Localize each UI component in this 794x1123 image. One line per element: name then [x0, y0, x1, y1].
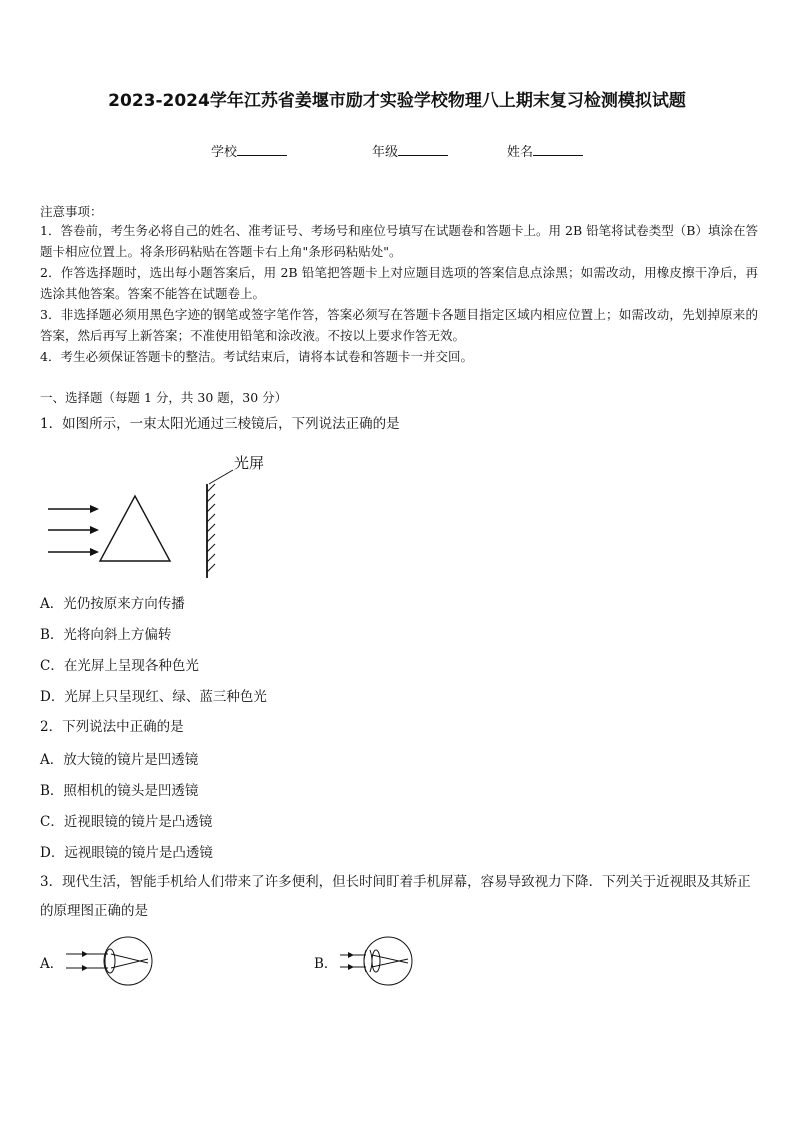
name-label: 姓名 [507, 145, 534, 160]
question-3-stem: 3．现代生活，智能手机给人们带来了许多便利，但长时间盯着手机屏幕，容易导致视力下降．下列关于近视眼及其矫正的原理图正确的是 [40, 874, 751, 919]
q2-option-a: A．放大镜的镜片是凹透镜 [40, 752, 199, 768]
notes-heading: 注意事项： [40, 204, 103, 219]
q1-option-c: C．在光屏上呈现各种色光 [40, 658, 199, 674]
q3-option-b: B． [314, 956, 338, 972]
note-item-3: 3．非选择题必须用黑色字迹的钢笔或签字笔作答，答案必须写在答题卡各题目指定区域内相应位置上；如需改动，先划掉原来的答案，然后再写上新答案；不准使用铅笔和涂改液。不按以上要求作答无效。 [40, 307, 758, 343]
prism-diagram [40, 448, 280, 584]
eye-lens-a [105, 949, 115, 973]
note-item-1: 1．答卷前，考生务必将自己的姓名、准考证号、考场号和座位号填写在试题卷和答题卡上。用 2B 铅笔将试卷类型（B）填涂在答题卡相应位置上。将条形码粘贴在答题卡右上角"条形码粘贴处"。 [40, 223, 758, 259]
grade-label: 年级 [372, 145, 399, 160]
eyeball-a [104, 937, 152, 985]
school-blank [237, 143, 287, 156]
q2-option-c: C．近视眼镜的镜片是凸透镜 [40, 814, 213, 830]
q3-option-a: A． [40, 956, 64, 972]
prism-triangle [100, 496, 170, 561]
question-1-stem: 1．如图所示，一束太阳光通过三棱镜后，下列说法正确的是 [40, 416, 400, 432]
eye-lens-b [372, 950, 380, 972]
arrowhead-3 [90, 548, 99, 556]
q2-option-d: D．远视眼镜的镜片是凸透镜 [40, 845, 213, 861]
screen-hatching [207, 484, 215, 572]
name-blank [533, 143, 583, 156]
eye-diagram-a [62, 933, 162, 989]
eye-diagram-b [336, 933, 416, 989]
document-title: 2023-2024学年江苏省姜堰市励才实验学校物理八上期末复习检测模拟试题 [108, 91, 686, 111]
school-label: 学校 [211, 145, 238, 160]
question-2-stem: 2．下列说法中正确的是 [40, 719, 184, 735]
q2-option-b: B．照相机的镜头是凹透镜 [40, 783, 199, 799]
name-field [507, 141, 583, 160]
grade-blank [398, 143, 448, 156]
arrowhead-1 [90, 505, 99, 513]
q1-option-b: B．光将向斜上方偏转 [40, 627, 172, 643]
eyeball-b [364, 937, 412, 985]
section-heading: 一、选择题（每题 1 分，共 30 题，30 分） [40, 390, 288, 405]
note-item-4: 4．考生必须保证答题卡的整洁。考试结束后，请将本试卷和答题卡一并交回。 [40, 349, 473, 364]
school-field [211, 141, 287, 160]
grade-field [372, 141, 448, 160]
note-item-2: 2．作答选择题时，选出每小题答案后，用 2B 铅笔把答题卡上对应题目选项的答案信息点涂黑；如需改动，用橡皮擦干净后，再选涂其他答案。答案不能答在试题卷上。 [40, 265, 758, 301]
screen-label-leader [209, 470, 233, 484]
screen-label: 光屏 [234, 454, 265, 472]
q1-option-a: A．光仍按原来方向传播 [40, 596, 185, 612]
arrowhead-2 [90, 526, 99, 534]
q1-option-d: D．光屏上只呈现红、绿、蓝三种色光 [40, 689, 267, 705]
